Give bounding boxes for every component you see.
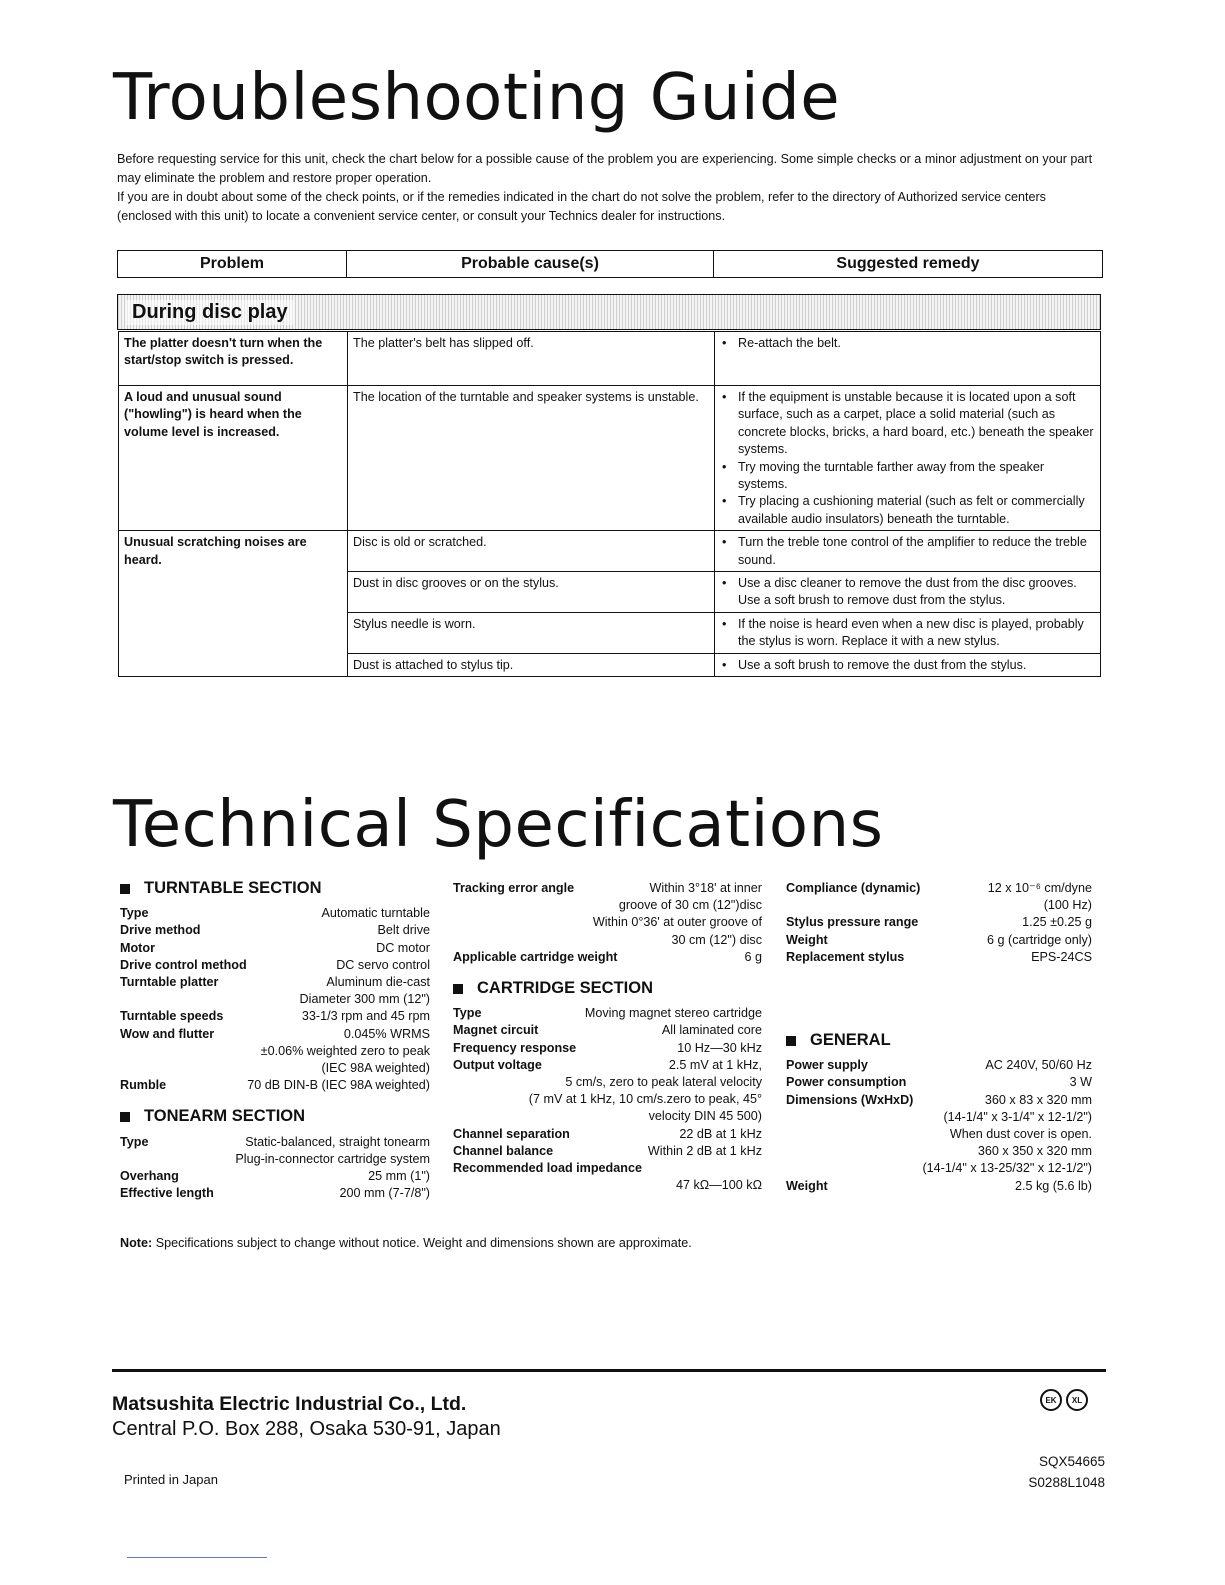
spec-value: Aluminum die-cast (326, 975, 430, 990)
spec-row (453, 1005, 762, 1022)
troubleshooting-table (118, 331, 1101, 677)
spec-row (786, 1178, 1092, 1195)
remedy-item: • Re-attach the belt. (738, 335, 1095, 352)
spec-label: Replacement stylus (786, 949, 905, 964)
cause-cell: Disc is old or scratched. (348, 531, 715, 572)
spec-value: 70 dB DIN-B (IEC 98A weighted) (247, 1078, 430, 1093)
header-cause: Probable cause(s) (347, 251, 714, 277)
spec-label: Output voltage (453, 1057, 542, 1072)
problem-cell: The platter doesn't turn when the start/stop switch is pressed. (119, 332, 348, 386)
spec-label: Type (120, 906, 149, 921)
remedy-cell (715, 653, 1101, 676)
spec-label: Dimensions (WxHxD) (786, 1092, 914, 1107)
spec-value: Within 3°18' at inner (649, 881, 762, 895)
spec-label: Wow and flutter (120, 1026, 215, 1041)
spec-value: 6 g (cartridge only) (987, 932, 1092, 947)
spec-value: 25 mm (1") (368, 1169, 430, 1184)
spec-value: Moving magnet stereo cartridge (584, 1006, 762, 1021)
divider (127, 1557, 267, 1558)
spec-value-cont: (7 mV at 1 kHz, 10 cm/s.zero to peak, 45° (528, 1092, 762, 1107)
intro-text (117, 150, 1097, 226)
cause-cell: The platter's belt has slipped off. (348, 332, 715, 386)
bullet-square-icon (120, 1112, 130, 1122)
region-mark-icon: EK (1040, 1389, 1062, 1411)
remedy-cell (715, 386, 1101, 531)
spec-row (120, 905, 430, 922)
spec-label: Effective length (120, 1186, 214, 1201)
printed-in: Printed in Japan (124, 1472, 218, 1487)
spec-row (120, 1077, 430, 1094)
spec-row (120, 974, 430, 991)
spec-label: Frequency response (453, 1040, 577, 1055)
spec-value: DC servo control (336, 957, 430, 972)
spec-value: 33-1/3 rpm and 45 rpm (301, 1009, 430, 1024)
spec-value: EPS-24CS (1031, 949, 1092, 964)
spec-label: Overhang (120, 1169, 179, 1184)
spec-label: Channel separation (453, 1126, 570, 1141)
remedy-item: • Try placing a cushioning material (such as felt or commercially available audio insulators) beneath the turntable. (738, 493, 1095, 528)
region-mark-icon: XL (1066, 1389, 1088, 1411)
table-row (119, 531, 1101, 572)
spec-value: 0.045% WRMS (343, 1026, 430, 1041)
table-row (119, 332, 1101, 386)
spec-row (453, 1126, 762, 1143)
specs-title: Technical Specifications (113, 788, 884, 862)
doc-code: S0288L1048 (1028, 1475, 1105, 1490)
spec-row (120, 1134, 430, 1151)
spec-row (120, 1185, 430, 1202)
remedy-item: • If the noise is heard even when a new disc is played, probably the stylus is worn. Replace it with a new stylus. (738, 616, 1095, 651)
spec-value: 12 x 10⁻⁶ cm/dyne (987, 881, 1092, 895)
spec-label: Tracking error angle (453, 881, 575, 895)
doc-number: SQX54665 (1038, 1454, 1105, 1469)
intro-paragraph: If you are in doubt about some of the check points, or if the remedies indicated in the chart do not solve the problem, refer to the directory of Authorized service centers (enclosed with this unit) to locate a convenient service center, or consult your Technics dealer for instructions. (117, 190, 1046, 223)
spec-row (786, 949, 1092, 966)
remedy-cell (715, 572, 1101, 613)
remedy-cell (715, 531, 1101, 572)
spec-label: Rumble (120, 1078, 167, 1093)
footer-rule (112, 1369, 1106, 1372)
cause-cell: Dust is attached to stylus tip. (348, 653, 715, 676)
spec-label: Turntable speeds (120, 1009, 224, 1024)
spec-row (786, 1057, 1092, 1074)
problem-cell: Unusual scratching noises are heard. (119, 531, 348, 677)
tonearm-heading-text: TONEARM SECTION (144, 1107, 306, 1126)
spec-row (120, 1168, 430, 1185)
spec-label: Recommended load impedance (453, 1161, 642, 1176)
remedy-item: • Try moving the turntable farther away from the speaker systems. (738, 459, 1095, 494)
problem-cell: A loud and unusual sound ("howling") is heard when the volume level is increased. (119, 386, 348, 531)
spec-label: Type (120, 1134, 149, 1149)
company-name: Matsushita Electric Industrial Co., Ltd. (112, 1393, 467, 1415)
note-text: Specifications subject to change without notice. Weight and dimensions shown are approximate. (155, 1236, 692, 1250)
spec-row (453, 880, 762, 897)
bullet-square-icon (453, 984, 463, 994)
general-heading-text: GENERAL (810, 1031, 891, 1050)
spec-label: Compliance (dynamic) (786, 881, 921, 895)
spec-value-cont: 360 x 350 x 320 mm (977, 1144, 1092, 1159)
spec-label: Drive control method (120, 957, 247, 972)
spec-label: Drive method (120, 923, 201, 938)
turntable-heading-text: TURNTABLE SECTION (144, 879, 322, 897)
spec-column-left (120, 880, 430, 1202)
spec-row (453, 1057, 762, 1074)
section-label: During disc play (126, 300, 294, 325)
cause-cell: The location of the turntable and speaker systems is unstable. (348, 386, 715, 531)
spec-value-cont: ±0.06% weighted zero to peak (260, 1043, 430, 1058)
cartridge-heading-text: CARTRIDGE SECTION (477, 979, 654, 998)
spec-row (453, 1160, 762, 1177)
spec-value: 3 W (1069, 1075, 1092, 1090)
spec-value: 200 mm (7-7/8") (339, 1186, 430, 1201)
spec-row (786, 914, 1092, 931)
turntable-heading (120, 880, 430, 897)
spec-value: 10 Hz—30 kHz (677, 1040, 762, 1055)
spec-label: Power supply (786, 1058, 868, 1073)
spec-label: Type (453, 1006, 482, 1021)
spec-value: Automatic turntable (321, 906, 430, 921)
note-label: Note: (120, 1236, 153, 1250)
spec-label: Power consumption (786, 1075, 907, 1090)
spec-value-cont: (100 Hz) (1043, 898, 1092, 913)
remedy-item: • Use a soft brush to remove the dust from the stylus. (738, 657, 1095, 674)
spec-row (453, 949, 762, 966)
spec-row (453, 1040, 762, 1057)
spec-label: Stylus pressure range (786, 915, 919, 930)
spec-value-cont: Diameter 300 mm (12") (299, 992, 430, 1007)
spec-column-middle (453, 880, 762, 1194)
spec-row (786, 880, 1092, 897)
spec-value: 2.5 kg (5.6 lb) (1014, 1178, 1092, 1193)
bullet-square-icon (120, 884, 130, 894)
spec-label: Turntable platter (120, 975, 219, 990)
spec-value: AC 240V, 50/60 Hz (985, 1058, 1092, 1073)
spec-row (120, 957, 430, 974)
bullet-square-icon (786, 1036, 796, 1046)
header-remedy: Suggested remedy (836, 255, 980, 272)
spec-value-cont: (14-1/4" x 13-25/32" x 12-1/2") (922, 1161, 1092, 1176)
troubleshooting-title: Troubleshooting Guide (113, 61, 841, 135)
spec-value: DC motor (376, 940, 430, 955)
spec-value-cont: Within 0°36' at outer groove of (592, 915, 762, 930)
tonearm-heading (120, 1108, 430, 1125)
spec-value-cont: 5 cm/s, zero to peak lateral velocity (565, 1075, 762, 1090)
cause-cell: Stylus needle is worn. (348, 612, 715, 653)
spec-value-cont: velocity DIN 45 500) (648, 1109, 762, 1124)
spec-row (120, 940, 430, 957)
spec-row (120, 1008, 430, 1025)
spec-value-cont: 30 cm (12") disc (671, 932, 762, 947)
spec-row (453, 1143, 762, 1160)
section-bar (117, 294, 1101, 330)
spec-label: Motor (120, 940, 155, 955)
remedy-item: • Use a disc cleaner to remove the dust from the disc grooves. Use a soft brush to remove dust from the stylus. (738, 575, 1095, 610)
spec-value-cont: When dust cover is open. (949, 1127, 1092, 1142)
spec-label: Magnet circuit (453, 1023, 539, 1038)
spec-value: Static-balanced, straight tonearm (245, 1134, 430, 1149)
spec-value-cont: Plug-in-connector cartridge system (235, 1151, 430, 1166)
spec-value-cont: 47 kΩ—100 kΩ (675, 1178, 762, 1193)
table-header (117, 250, 1103, 278)
company-address: Central P.O. Box 288, Osaka 530-91, Japan (112, 1418, 501, 1440)
remedy-cell (715, 332, 1101, 386)
spec-row (786, 1074, 1092, 1091)
table-row (119, 386, 1101, 531)
spec-row (786, 1092, 1092, 1109)
remedy-cell (715, 612, 1101, 653)
spec-label: Weight (786, 932, 828, 947)
general-heading (786, 1032, 1092, 1049)
cause-cell: Dust in disc grooves or on the stylus. (348, 572, 715, 613)
cartridge-heading (453, 980, 762, 997)
spec-row (120, 922, 430, 939)
spec-row (120, 1026, 430, 1043)
spec-value: 6 g (744, 949, 762, 964)
document-number (1028, 1451, 1105, 1493)
remedy-item: • Turn the treble tone control of the amplifier to reduce the treble sound. (738, 534, 1095, 569)
spec-value: 2.5 mV at 1 kHz, (668, 1057, 762, 1072)
spec-label: Weight (786, 1178, 828, 1193)
spec-value-cont: groove of 30 cm (12")disc (618, 898, 762, 913)
spec-row (453, 1022, 762, 1039)
spec-note (120, 1236, 692, 1250)
region-marks (1040, 1389, 1088, 1411)
spec-label: Applicable cartridge weight (453, 949, 618, 964)
remedy-item: • If the equipment is unstable because it is located upon a soft surface, such as a carpet, place a solid material (such as concrete blocks, bricks, a hard board, etc.) beneath the speaker systems. (738, 389, 1095, 459)
spec-value: All laminated core (661, 1023, 762, 1038)
spec-value: 22 dB at 1 kHz (679, 1126, 762, 1141)
spec-row (786, 932, 1092, 949)
spec-value-cont: (IEC 98A weighted) (321, 1061, 430, 1076)
spec-value-cont: (14-1/4" x 3-1/4" x 12-1/2") (943, 1109, 1092, 1124)
intro-paragraph: Before requesting service for this unit, check the chart below for a possible cause of the problem you are experiencing. Some simple checks or a minor adjustment on your part may eliminate the problem and restore proper operation. (117, 152, 1093, 185)
spec-value: Belt drive (377, 923, 430, 938)
spec-value: 360 x 83 x 320 mm (984, 1092, 1092, 1107)
spec-value: 1.25 ±0.25 g (1022, 915, 1092, 930)
spec-column-right (786, 880, 1092, 1195)
spec-label: Channel balance (453, 1143, 554, 1158)
header-problem: Problem (118, 251, 347, 277)
spec-value: Within 2 dB at 1 kHz (647, 1143, 762, 1158)
